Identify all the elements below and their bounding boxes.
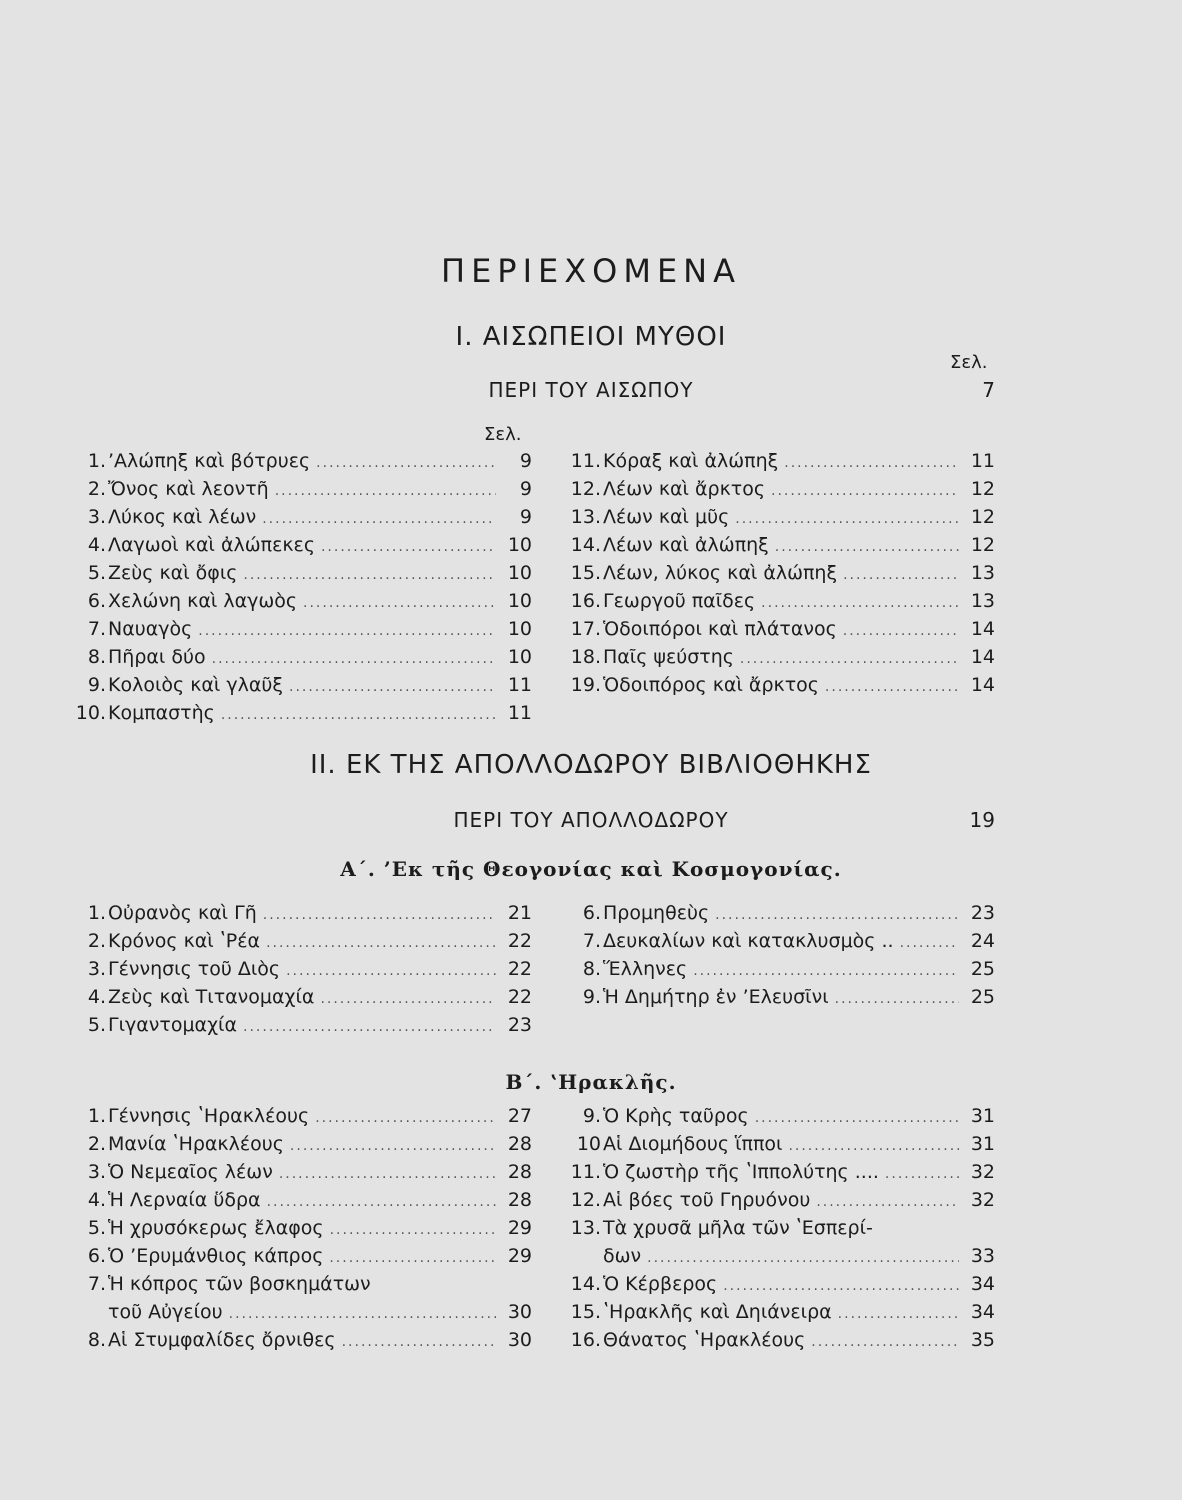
dot-leader	[329, 1250, 496, 1266]
toc-entry-page: 30	[507, 1301, 532, 1323]
toc-entry-page: 11	[507, 674, 532, 696]
toc-entry-page: 32	[970, 1189, 995, 1211]
toc-entry-title: Δευκαλίων καὶ κατακλυσμὸς ..	[603, 930, 894, 952]
toc-entry-title: ’Αλώπηξ καὶ βότρυες	[108, 450, 311, 472]
toc-entry-title: Ἡ Λερναία ὕδρα	[108, 1189, 261, 1211]
toc-entry-number: 5.	[87, 1217, 106, 1239]
toc-entry-number: 14.	[570, 1273, 601, 1295]
dot-leader	[342, 1334, 496, 1350]
toc-entry-page: 13	[970, 562, 995, 584]
toc-entry-page: 10	[507, 646, 532, 668]
toc-entry-title: Ναυαγὸς	[108, 618, 193, 640]
toc-entry-number: 15.	[570, 1301, 601, 1323]
toc-entry-page: 14	[970, 674, 995, 696]
toc-entry-title: Ὁ Κρὴς ταῦρος	[603, 1105, 749, 1127]
toc-entry-title: Γέννησις ʽΗρακλέους	[108, 1105, 310, 1127]
toc-entry	[70, 646, 532, 674]
toc-entry	[70, 702, 532, 730]
toc-entry	[70, 1161, 532, 1189]
dot-leader	[715, 907, 959, 923]
dot-leader	[303, 595, 496, 611]
dot-leader	[315, 1110, 496, 1126]
toc-entry-number: 11.	[570, 450, 601, 472]
dot-leader	[286, 963, 496, 979]
dot-leader	[321, 539, 496, 555]
dot-leader	[811, 1334, 959, 1350]
dot-leader	[279, 1166, 496, 1182]
dot-leader	[330, 1222, 496, 1238]
toc-entry-page: 10	[507, 590, 532, 612]
toc-entry-title: Λέων καὶ ἀλώπηξ	[603, 534, 769, 556]
dot-leader	[275, 483, 496, 499]
toc-entry-title: Κομπαστὴς	[108, 702, 215, 724]
toc-entry-page: 14	[970, 618, 995, 640]
toc-entry	[565, 646, 995, 674]
toc-entry-title: Ὄνος καὶ λεοντῆ	[108, 478, 269, 500]
toc-entry-number: 11.	[570, 1161, 601, 1183]
toc-entry	[565, 1161, 995, 1189]
toc-entry	[70, 1014, 532, 1042]
part2-heading: II. ΕΚ ΤΗΣ ΑΠΟΛΛΟΔΩΡΟΥ ΒΙΒΛΙΟΘΗΚΗΣ	[310, 750, 872, 780]
toc-entry-page: 35	[970, 1329, 995, 1351]
toc-entry	[70, 1133, 532, 1161]
toc-entry-number: 9.	[582, 986, 601, 1008]
toc-entry-title: Γιγαντομαχία	[108, 1014, 238, 1036]
toc-entry-title: δων	[603, 1245, 642, 1267]
toc-entry-number: 3.	[87, 506, 106, 528]
toc-entry-page: 23	[970, 902, 995, 924]
toc-entry-title: Πῆραι δύο	[108, 646, 206, 668]
toc-entry-title: Αἱ Στυμφαλίδες ὄρνιθες	[108, 1329, 336, 1351]
toc-entry	[565, 930, 995, 958]
dot-leader	[838, 1306, 959, 1322]
toc-entry-page: 22	[507, 986, 532, 1008]
dot-leader	[885, 1166, 959, 1182]
page-column-label: Σελ.	[950, 352, 988, 373]
toc-entry-page: 22	[507, 958, 532, 980]
toc-entry-page: 30	[507, 1329, 532, 1351]
toc-entry-number: 14.	[570, 534, 601, 556]
toc-entry-number: 12.	[570, 1189, 601, 1211]
toc-entry	[70, 1189, 532, 1217]
toc-entry-number: 7.	[87, 618, 106, 640]
toc-entry-page: 31	[970, 1105, 995, 1127]
toc-entry-title: Ὁ ’Ερυμάνθιος κάπρος	[108, 1245, 324, 1267]
dot-leader	[262, 511, 496, 527]
toc-entry-page: 12	[970, 534, 995, 556]
toc-entry	[565, 562, 995, 590]
toc-entry-title: Θάνατος ʽΗρακλέους	[603, 1329, 806, 1351]
dot-leader	[316, 455, 496, 471]
toc-entry	[70, 1301, 532, 1329]
toc-entry-number: 5.	[87, 1014, 106, 1036]
part1-right-column	[565, 450, 995, 702]
toc-entry-page: 11	[970, 450, 995, 472]
toc-entry-number: 1.	[87, 902, 106, 924]
toc-entry-title: Τὰ χρυσᾶ μῆλα τῶν ʽΕσπερί-	[603, 1217, 873, 1239]
toc-entry-number: 6.	[87, 590, 106, 612]
section-b-left-column	[70, 1105, 532, 1357]
toc-entry-number: 15.	[570, 562, 601, 584]
toc-entry-number: 2.	[87, 1133, 106, 1155]
toc-entry-title: Ὁ Νεμεαῖος λέων	[108, 1161, 273, 1183]
toc-entry	[70, 534, 532, 562]
toc-entry-title: Παῖς ψεύστης	[603, 646, 734, 668]
toc-entry-title: Λύκος καὶ λέων	[108, 506, 257, 528]
section-b-heading: Β΄. ʽΗρακλῆς.	[505, 1070, 677, 1094]
toc-entry-page: 9	[519, 450, 532, 472]
toc-entry-number: 9.	[87, 674, 106, 696]
toc-entry-number: 7.	[582, 930, 601, 952]
toc-entry-page: 23	[507, 1014, 532, 1036]
toc-entry	[565, 1245, 995, 1273]
toc-entry-title: Λέων, λύκος καὶ ἀλώπηξ	[603, 562, 838, 584]
toc-entry-title: Μανία ʽΗρακλέους	[108, 1133, 284, 1155]
dot-leader	[755, 1110, 959, 1126]
toc-entry-title: τοῦ Αὐγείου	[108, 1301, 223, 1323]
toc-entry-title: Οὐρανὸς καὶ Γῆ	[108, 902, 257, 924]
dot-leader	[320, 991, 496, 1007]
dot-leader	[693, 963, 959, 979]
toc-entry-number: 1.	[87, 450, 106, 472]
toc-entry-number: 16.	[570, 1329, 601, 1351]
toc-entry-number: 6.	[87, 1245, 106, 1267]
toc-entry	[565, 674, 995, 702]
toc-entry	[70, 986, 532, 1014]
dot-leader	[647, 1250, 959, 1266]
toc-entry	[70, 1105, 532, 1133]
section-b-right-column	[565, 1105, 995, 1357]
page-title: ΠΕΡΙΕΧΟΜΕΝΑ	[441, 252, 741, 290]
toc-entry-title: Κρόνος καὶ ʽΡέα	[108, 930, 261, 952]
toc-entry-page: 31	[970, 1133, 995, 1155]
toc-entry	[70, 674, 532, 702]
toc-entry-number: 8.	[87, 646, 106, 668]
left-page-column-label: Σελ.	[484, 424, 522, 445]
dot-leader	[761, 595, 959, 611]
dot-leader	[900, 935, 959, 951]
toc-entry-title: Προμηθεὺς	[603, 902, 710, 924]
toc-entry	[70, 1245, 532, 1273]
dot-leader	[740, 651, 959, 667]
dot-leader	[835, 991, 959, 1007]
toc-entry-page: 22	[507, 930, 532, 952]
dot-leader	[266, 935, 496, 951]
toc-entry-page: 12	[970, 478, 995, 500]
toc-entry-number: 13.	[570, 506, 601, 528]
about-apollodorus-page: 19	[969, 808, 995, 832]
part1-heading: I. ΑΙΣΩΠΕΙΟΙ ΜΥΘΟΙ	[455, 322, 727, 352]
toc-entry-title: Ἕλληνες	[603, 958, 688, 980]
dot-leader	[788, 1138, 959, 1154]
toc-entry-number: 17.	[570, 618, 601, 640]
toc-entry-page: 27	[507, 1105, 532, 1127]
section-a-right-column	[565, 902, 995, 1014]
toc-entry-number: 7.	[87, 1273, 106, 1295]
dot-leader	[843, 567, 959, 583]
dot-leader	[289, 679, 496, 695]
toc-entry	[565, 618, 995, 646]
toc-entry-number: 18.	[570, 646, 601, 668]
toc-entry-number: 3.	[87, 1161, 106, 1183]
toc-entry-number: 3.	[87, 958, 106, 980]
toc-entry-number: 9.	[582, 1105, 601, 1127]
dot-leader	[723, 1278, 959, 1294]
toc-entry-title: Ὁ Κέρβερος	[603, 1273, 718, 1295]
toc-entry-page: 33	[970, 1245, 995, 1267]
toc-entry-page: 24	[970, 930, 995, 952]
toc-entry-page: 9	[519, 478, 532, 500]
about-aesop-page: 7	[982, 378, 995, 402]
toc-entry-number: 8.	[582, 958, 601, 980]
toc-entry-title: Ζεὺς καὶ ὄφις	[108, 562, 238, 584]
toc-entry-page: 10	[507, 618, 532, 640]
toc-entry	[565, 1273, 995, 1301]
toc-entry	[565, 1329, 995, 1357]
dot-leader	[243, 567, 496, 583]
toc-entry-number: 1.	[87, 1105, 106, 1127]
dot-leader	[263, 907, 496, 923]
toc-entry	[70, 562, 532, 590]
toc-entry-page: 9	[519, 506, 532, 528]
dot-leader	[212, 651, 496, 667]
toc-entry-number: 4.	[87, 1189, 106, 1211]
toc-entry-title: Κολοιὸς καὶ γλαῦξ	[108, 674, 283, 696]
toc-entry-number: 19.	[570, 674, 601, 696]
toc-entry-page: 13	[970, 590, 995, 612]
toc-entry	[70, 958, 532, 986]
dot-leader	[771, 483, 959, 499]
toc-entry-page: 34	[970, 1273, 995, 1295]
dot-leader	[221, 707, 496, 723]
toc-entry-page: 25	[970, 958, 995, 980]
toc-entry-page: 28	[507, 1189, 532, 1211]
toc-entry	[565, 1133, 995, 1161]
toc-entry-title: Γεωργοῦ παῖδες	[603, 590, 756, 612]
toc-entry-title: Λέων καὶ μῦς	[603, 506, 730, 528]
section-a-heading: Α΄. ’Εκ τῆς Θεογονίας καὶ Κοσμογονίας.	[340, 857, 842, 881]
toc-entry	[565, 1189, 995, 1217]
dot-leader	[825, 679, 959, 695]
dot-leader	[843, 623, 959, 639]
toc-entry-page: 32	[970, 1161, 995, 1183]
toc-entry-number: 13.	[570, 1217, 601, 1239]
about-apollodorus-title: ΠΕΡΙ ΤΟΥ ΑΠΟΛΛΟΔΩΡΟΥ	[453, 808, 729, 832]
toc-entry-title: Ζεὺς καὶ Τιτανομαχία	[108, 986, 315, 1008]
toc-entry-title: Χελώνη καὶ λαγωὸς	[108, 590, 298, 612]
toc-entry-page: 14	[970, 646, 995, 668]
toc-entry	[565, 534, 995, 562]
dot-leader	[229, 1306, 496, 1322]
toc-entry	[70, 1273, 532, 1301]
toc-entry-number: 2.	[87, 478, 106, 500]
toc-entry	[70, 930, 532, 958]
toc-entry	[565, 450, 995, 478]
toc-entry-number: 12.	[570, 478, 601, 500]
toc-entry-page: 29	[507, 1245, 532, 1267]
toc-entry-number: 8.	[87, 1329, 106, 1351]
toc-entry	[70, 590, 532, 618]
toc-entry-page: 25	[970, 986, 995, 1008]
toc-entry-page: 34	[970, 1301, 995, 1323]
toc-entry-title: Ὁ ζωστὴρ τῆς ʽΙππολύτης ....	[603, 1161, 879, 1183]
toc-entry	[70, 1329, 532, 1357]
dot-leader	[290, 1138, 496, 1154]
toc-entry	[70, 506, 532, 534]
toc-entry	[565, 986, 995, 1014]
toc-entry-title: Κόραξ καὶ ἀλώπηξ	[603, 450, 779, 472]
toc-entry-number: 4.	[87, 986, 106, 1008]
toc-entry-title: Λαγωοὶ καὶ ἀλώπεκες	[108, 534, 315, 556]
toc-entry	[70, 902, 532, 930]
dot-leader	[243, 1019, 496, 1035]
toc-entry-number: 6.	[582, 902, 601, 924]
toc-entry	[70, 450, 532, 478]
dot-leader	[198, 623, 496, 639]
toc-entry-number: 10.	[75, 702, 106, 724]
dot-leader	[775, 539, 959, 555]
toc-entry	[565, 590, 995, 618]
toc-entry-title: Ἡ Δημήτηρ ἐν ’Ελευσῖνι	[603, 986, 829, 1008]
toc-entry-page: 21	[507, 902, 532, 924]
toc-entry-title: Γέννησις τοῦ Διὸς	[108, 958, 281, 980]
toc-entry-page: 10	[507, 534, 532, 556]
toc-entry-number: 10	[576, 1133, 601, 1155]
toc-entry-page: 28	[507, 1133, 532, 1155]
toc-entry-number: 2.	[87, 930, 106, 952]
dot-leader	[816, 1194, 959, 1210]
toc-entry-number: 5.	[87, 562, 106, 584]
toc-entry-title: Αἱ Διομήδους ἵπποι	[603, 1133, 783, 1155]
toc-entry	[70, 478, 532, 506]
toc-entry	[565, 958, 995, 986]
part1-left-column	[70, 450, 532, 730]
toc-entry	[70, 618, 532, 646]
toc-entry	[565, 506, 995, 534]
toc-entry-title: Λέων καὶ ἄρκτος	[603, 478, 766, 500]
toc-entry-title: Ἡ κόπρος τῶν βοσκημάτων	[108, 1273, 371, 1295]
about-aesop-title: ΠΕΡΙ ΤΟΥ ΑΙΣΩΠΟΥ	[488, 378, 694, 402]
toc-entry-page: 10	[507, 562, 532, 584]
toc-entry-title: ʽΗρακλῆς καὶ Δηιάνειρα	[603, 1301, 832, 1323]
toc-entry	[565, 1105, 995, 1133]
toc-entry-title: Ἡ χρυσόκερως ἔλαφος	[108, 1217, 324, 1239]
section-a-left-column	[70, 902, 532, 1042]
toc-entry-page: 11	[507, 702, 532, 724]
toc-entry-number: 4.	[87, 534, 106, 556]
dot-leader	[784, 455, 959, 471]
toc-entry	[565, 478, 995, 506]
toc-entry-title: Ὁδοιπόροι καὶ πλάτανος	[603, 618, 837, 640]
toc-entry	[565, 1217, 995, 1245]
toc-entry-title: Αἱ βόες τοῦ Γηρυόνου	[603, 1189, 811, 1211]
toc-entry	[70, 1217, 532, 1245]
toc-entry	[565, 1301, 995, 1329]
toc-entry-number: 16.	[570, 590, 601, 612]
toc-entry-title: Ὁδοιπόρος καὶ ἄρκτος	[603, 674, 819, 696]
toc-entry-page: 29	[507, 1217, 532, 1239]
dot-leader	[267, 1194, 496, 1210]
dot-leader	[735, 511, 959, 527]
toc-entry	[565, 902, 995, 930]
toc-entry-page: 12	[970, 506, 995, 528]
toc-entry-page: 28	[507, 1161, 532, 1183]
